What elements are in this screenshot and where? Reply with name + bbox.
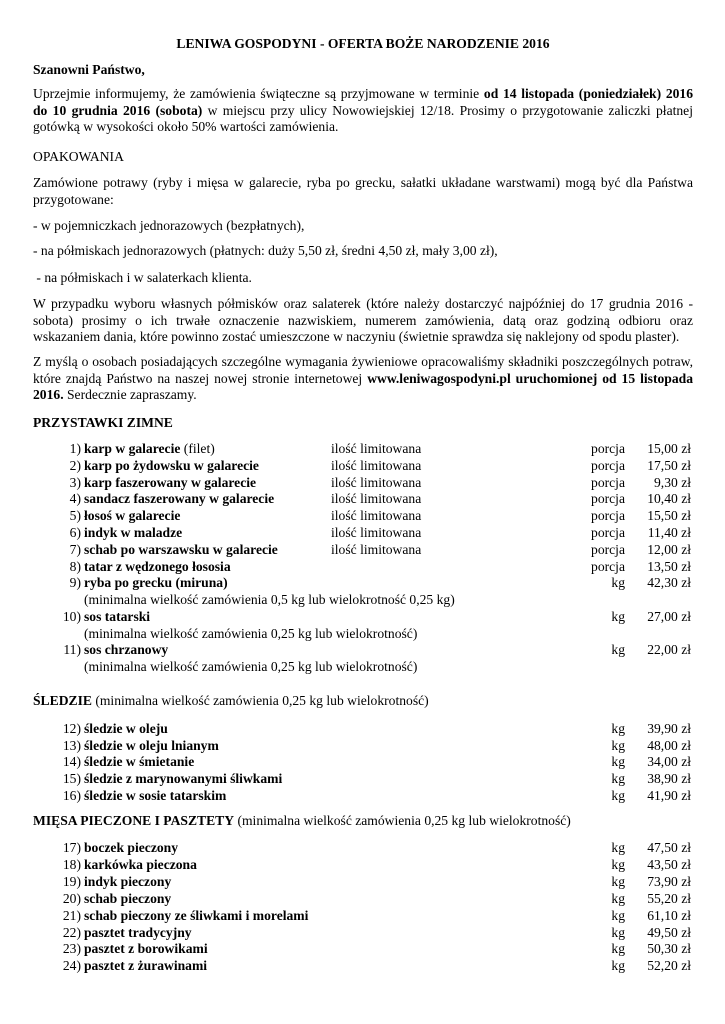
menu-item-row [33,458,693,475]
item-price: 15,00 zł [647,441,691,456]
item-name-text: ryba po grecku (miruna) [84,575,228,591]
item-name-text: karp po żydowsku w galarecie [84,457,259,473]
menu-item-row [33,840,693,857]
item-name-text: schab po warszawsku w galarecie [84,541,278,557]
item-number: 18) [62,856,81,872]
item-name [84,874,171,891]
order-dates: od 14 listopada (poniedziałek) 2016 do 10 grudnia 2016 (sobota) [33,86,694,118]
item-unit: kg [611,754,625,770]
sledzie-title: ŚLEDZIE [33,693,92,708]
website-link[interactable]: www.leniwagospodyni.pl uruchomionej od 15 listopada 2016. [33,370,693,403]
item-price: 73,90 zł [647,873,691,889]
item-unit: kg [611,873,625,889]
item-availability: ilość limitowana [331,441,422,456]
menu-item-row [33,721,693,738]
dietary-text-a: Z myślą o osobach posiadających szczególne wymagania żywieniowe opracowaliśmy składniki poszczególnych potraw, które znajdą Państwo na naszej nowej stronie internetowej [33,354,693,386]
item-name [84,642,168,659]
miesa-title: MIĘSA PIECZONE I PASZTETY [33,813,235,828]
menu-item-row [33,609,693,626]
item-price: 61,10 zł [647,907,691,923]
item-availability: ilość limitowana [331,541,422,557]
item-price: 39,90 zł [647,721,691,736]
item-number: 5) [69,508,81,524]
item-number: 24) [62,958,81,974]
intro-text-a: Uprzejmie informujemy, że zamówienia świąteczne są przyjmowane w terminie [33,86,484,101]
item-name [84,458,259,475]
item-price: 9,30 zł [654,474,691,490]
item-number: 19) [62,873,81,889]
item-unit: kg [611,642,625,657]
item-price: 43,50 zł [647,856,691,872]
item-price: 10,40 zł [647,491,691,507]
packaging-option-1: - w pojemniczkach jednorazowych (bezpłatnych), [33,218,305,233]
item-name [84,508,180,525]
menu-item-row [33,441,693,458]
item-price: 50,30 zł [647,941,691,957]
item-name-text: sandacz faszerowany w galarecie [84,491,275,507]
dietary-paragraph [33,354,693,404]
item-number: 8) [69,558,81,574]
item-min-order-note: (minimalna wielkość zamówienia 0,25 kg lub wielokrotność) [84,625,418,641]
item-unit: kg [611,941,625,957]
menu-item-row [33,559,693,576]
item-name [84,575,228,592]
item-min-order-note: (minimalna wielkość zamówienia 0,25 kg lub wielokrotność) [84,658,418,674]
item-number: 14) [62,754,81,770]
item-unit: porcja [591,441,625,456]
item-price: 49,50 zł [647,924,691,940]
item-number: 20) [62,890,81,906]
miesa-note: (minimalna wielkość zamówienia 0,25 kg lub wielokrotność) [234,813,571,828]
item-name [84,609,150,626]
item-unit: kg [611,771,625,787]
item-unit: porcja [591,474,625,490]
page-title: LENIWA GOSPODYNI - OFERTA BOŻE NARODZENIE 2016 [176,36,550,51]
item-name-text: pasztet tradycyjny [84,924,192,940]
item-number: 10) [62,608,81,624]
item-name-text: sos tatarski [84,608,151,624]
item-unit: kg [611,958,625,974]
item-availability: ilość limitowana [331,525,422,540]
item-name [84,771,282,788]
item-name [84,754,194,771]
menu-item-row [33,958,693,975]
menu-item-row [33,508,693,525]
item-name [84,491,274,508]
item-unit: kg [611,890,625,906]
menu-item-row [33,925,693,942]
section-heading-miesa [33,813,693,830]
item-name [84,908,308,925]
item-availability: ilość limitowana [331,457,422,473]
item-unit: kg [611,924,625,940]
item-name [84,925,192,942]
menu-item-row [33,525,693,542]
item-number: 7) [69,541,81,557]
item-unit: porcja [591,525,625,540]
intro-paragraph [33,86,693,136]
item-unit: porcja [591,508,625,524]
menu-item-row [33,491,693,508]
item-unit: porcja [591,541,625,557]
item-unit: porcja [591,457,625,473]
item-number: 21) [62,907,81,923]
item-unit: kg [611,737,625,753]
item-unit: kg [611,840,625,855]
item-name [84,559,231,576]
item-name [84,721,168,738]
item-name-text: śledzie z marynowanymi śliwkami [84,771,283,787]
item-name-text: tatar z wędzonego łososia [84,558,231,574]
item-name-text: boczek pieczony [84,840,179,855]
item-name-text: śledzie w oleju [84,721,168,736]
menu-item-row [33,874,693,891]
item-number: 3) [69,474,81,490]
item-number: 17) [62,840,81,855]
item-number: 2) [69,457,81,473]
item-name [84,475,256,492]
item-price: 22,00 zł [647,642,691,657]
item-price: 55,20 zł [647,890,691,906]
item-availability: ilość limitowana [331,491,422,507]
item-name [84,542,278,559]
item-unit: kg [611,907,625,923]
item-price: 12,00 zł [647,541,691,557]
menu-item-row [33,542,693,559]
menu-item-row [33,475,693,492]
item-name-text: schab pieczony ze śliwkami i morelami [84,907,309,923]
item-price: 47,50 zł [647,840,691,855]
item-availability: ilość limitowana [331,508,422,524]
item-name-text: indyk pieczony [84,873,172,889]
item-min-order-note: (minimalna wielkość zamówienia 0,5 kg lub wielokrotność 0,25 kg) [84,592,455,608]
item-number: 4) [69,491,81,507]
item-unit: porcja [591,491,625,507]
item-name-text: łosoś w galarecie [84,508,181,524]
item-name [84,891,171,908]
item-price: 27,00 zł [647,608,691,624]
item-name-text: karp faszerowany w galarecie [84,474,257,490]
item-number: 13) [62,737,81,753]
packaging-paragraph: Zamówione potrawy (ryby i mięsa w galarecie, ryba po grecku, sałatki układane warstwami) mogą być dla Państwa przygotowane: [33,175,693,207]
sledzie-note: (minimalna wielkość zamówienia 0,25 kg lub wielokrotność) [91,693,429,708]
item-number: 1) [69,441,81,456]
menu-item-row [33,754,693,771]
menu-item-row [33,575,693,592]
item-availability: ilość limitowana [331,474,422,490]
item-price: 42,30 zł [647,575,691,591]
item-unit: porcja [591,558,625,574]
section-heading-przystawki: PRZYSTAWKI ZIMNE [33,415,173,430]
item-price: 13,50 zł [647,558,691,574]
section-heading-sledzie [33,693,693,710]
own-dishes-paragraph: W przypadku wyboru własnych półmisków oraz salaterek (które należy dostarczyć najpóźniej do 17 grudnia 2016 - sobota) prosimy o ich trwałe oznaczenie nazwiskiem, numerem zamówienia, datą oraz godziną odbioru oraz wskazaniem dania, które powinno zostać umieszczone w naczyniu (świetnie sprawdza się naklejony od spodu plaster). [33,296,693,345]
item-number: 16) [62,787,81,803]
item-name [84,840,178,857]
item-name [84,958,207,975]
item-unit: kg [611,721,625,736]
item-price: 41,90 zł [647,787,691,803]
packaging-heading: OPAKOWANIA [33,149,124,164]
item-unit: kg [611,608,625,624]
packaging-option-3: - na półmiskach i w salaterkach klienta. [33,270,252,285]
item-price: 15,50 zł [647,508,691,524]
item-price: 17,50 zł [647,457,691,473]
item-name-text: karp w galarecie [84,441,181,456]
item-name-suffix: (filet) [180,441,215,456]
item-name-text: sos chrzanowy [84,642,169,657]
menu-item-row [33,891,693,908]
item-name [84,941,208,958]
item-unit: kg [611,856,625,872]
item-number: 9) [69,575,81,591]
menu-item-row [33,908,693,925]
item-name-text: schab pieczony [84,890,172,906]
item-name [84,441,215,458]
item-price: 48,00 zł [647,737,691,753]
item-unit: kg [611,787,625,803]
item-name-text: pasztet z borowikami [84,941,208,957]
item-name [84,788,226,805]
item-name-text: pasztet z żurawinami [84,958,208,974]
menu-item-row [33,642,693,659]
item-unit: kg [611,575,625,591]
item-number: 23) [62,941,81,957]
item-name [84,857,197,874]
item-number: 15) [62,771,81,787]
menu-item-row [33,941,693,958]
item-price: 34,00 zł [647,754,691,770]
item-number: 12) [62,721,81,736]
item-number: 6) [69,525,81,540]
item-name-text: śledzie w śmietanie [84,754,195,770]
item-price: 11,40 zł [647,525,691,540]
intro-text-c: w miejscu przy ulicy Nowowiejskiej 12/18. Prosimy o przygotowanie zaliczki płatnej gotówką w wysokości około 50% wartości zamówienia. [33,102,693,135]
item-name-text: karkówka pieczona [84,856,197,872]
item-number: 11) [63,642,81,657]
item-name-text: indyk w maladze [84,525,183,540]
item-name [84,738,219,755]
item-name-text: śledzie w sosie tatarskim [84,787,227,803]
menu-item-row [33,771,693,788]
packaging-option-2: - na półmiskach jednorazowych (płatnych: duży 5,50 zł, średni 4,50 zł, mały 3,00 zł), [33,243,498,258]
menu-item-row [33,788,693,805]
menu-item-row [33,857,693,874]
greeting: Szanowni Państwo, [33,62,145,77]
dietary-text-c: Serdecznie zapraszamy. [63,387,197,403]
menu-item-row [33,738,693,755]
item-price: 38,90 zł [647,771,691,787]
item-name [84,525,182,542]
item-name-text: śledzie w oleju lnianym [84,737,219,753]
item-price: 52,20 zł [647,958,691,974]
item-number: 22) [62,924,81,940]
